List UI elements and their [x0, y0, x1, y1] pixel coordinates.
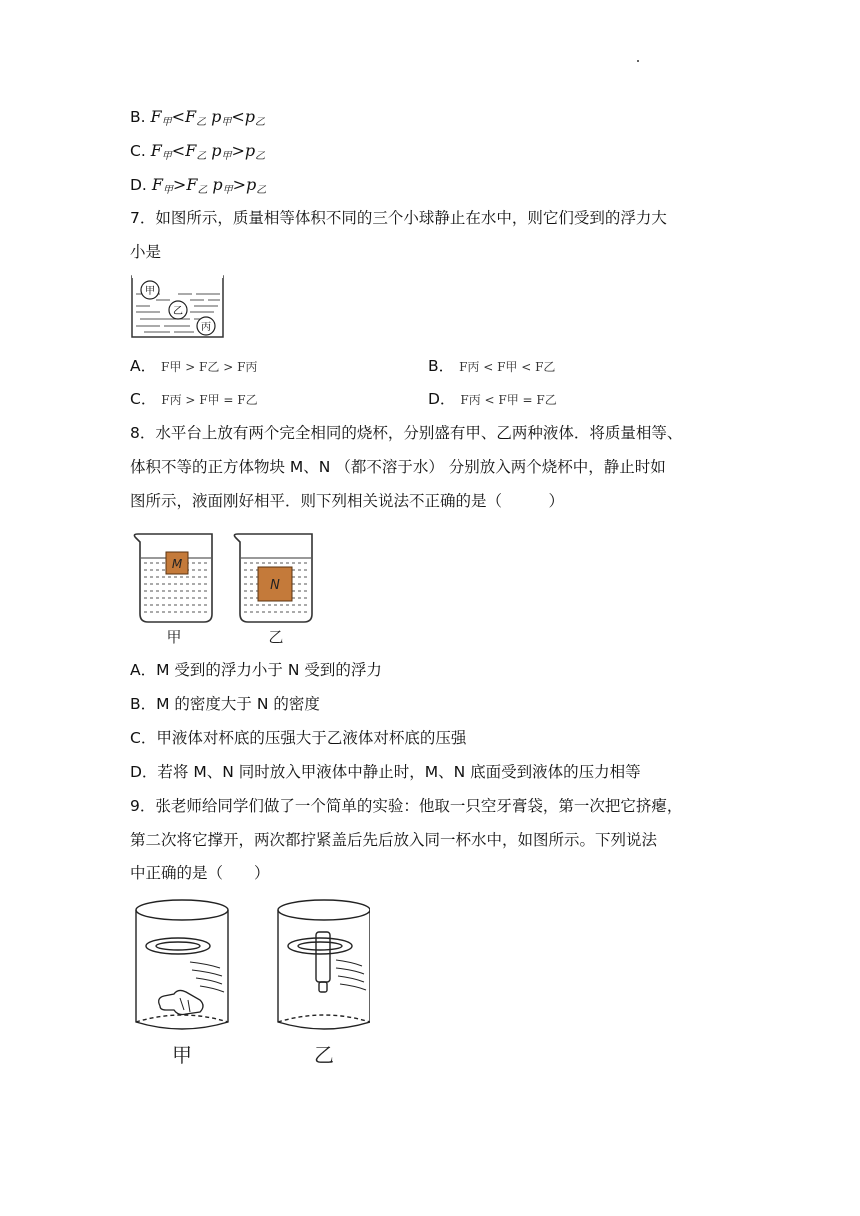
q8-text-line2: 体积不等的正方体物块 M、N （都不溶于水） 分别放入两个烧杯中，静止时如	[130, 458, 666, 476]
q7-ball-jia-label: 甲	[145, 286, 155, 297]
q9-beaker-jia	[136, 900, 228, 1029]
q8-option-d: D．若将 M、N 同时放入甲液体中静止时，M、N 底面受到液体的压力相等	[130, 763, 641, 781]
q8-option-b: B．M 的密度大于 N 的密度	[130, 695, 320, 713]
page-dot	[637, 60, 639, 62]
q6-option-d: D. $F_甲>F_乙$ $p_甲>p_乙$	[130, 175, 267, 196]
q7-option-c: C． F丙 > F甲 = F乙	[130, 390, 258, 408]
q7-text-line2: 小是	[130, 243, 162, 261]
q8-figure	[128, 530, 328, 648]
q7-figure	[130, 274, 226, 340]
q9-beaker-jia-label: 甲	[172, 1043, 192, 1067]
q8-beaker-jia-label: 甲	[166, 628, 182, 646]
q7-text-line1: 7．如图所示，质量相等体积不同的三个小球静止在水中，则它们受到的浮力大	[130, 209, 667, 227]
q8-text-line1: 8．水平台上放有两个完全相同的烧杯，分别盛有甲、乙两种液体．将质量相等、	[130, 424, 683, 442]
q7-ball-bing-label: 丙	[201, 322, 211, 333]
q9-beaker-yi-label: 乙	[314, 1043, 334, 1067]
q6-option-c: C. $F_甲<F_乙$ $p_甲>p_乙$	[130, 141, 266, 162]
q9-text-line1: 9．张老师给同学们做了一个简单的实验：他取一只空牙膏袋，第一次把它挤瘪，	[130, 797, 683, 815]
q8-text-line3: 图所示，液面刚好相平．则下列相关说法不正确的是（ ）	[130, 492, 565, 510]
q9-figure	[130, 896, 370, 1068]
q6-option-b: B. $F_甲<F_乙$ $p_甲<p_乙$	[130, 107, 265, 128]
q7-ball-yi-label: 乙	[173, 306, 183, 317]
q8-option-c: C．甲液体对杯底的压强大于乙液体对杯底的压强	[130, 729, 467, 747]
q7-option-d: D． F丙 < F甲 = F乙	[428, 390, 557, 408]
q9-text-line3: 中正确的是（ ）	[130, 864, 270, 882]
q9-beaker-yi	[278, 900, 370, 1029]
q8-beaker-jia	[134, 534, 212, 622]
q8-beaker-yi	[234, 534, 312, 622]
q9-text-line2: 第二次将它撑开，两次都拧紧盖后先后放入同一杯水中，如图所示。下列说法	[130, 831, 658, 849]
q7-option-b: B． F丙 < F甲 < F乙	[428, 357, 556, 375]
q7-option-a: A． F甲 > F乙 > F丙	[130, 357, 258, 375]
q8-beaker-yi-label: 乙	[268, 628, 284, 646]
q8-option-a: A．M 受到的浮力小于 N 受到的浮力	[130, 661, 382, 679]
q8-block-m-label: M	[171, 557, 183, 571]
q8-block-n-label: N	[270, 578, 280, 593]
